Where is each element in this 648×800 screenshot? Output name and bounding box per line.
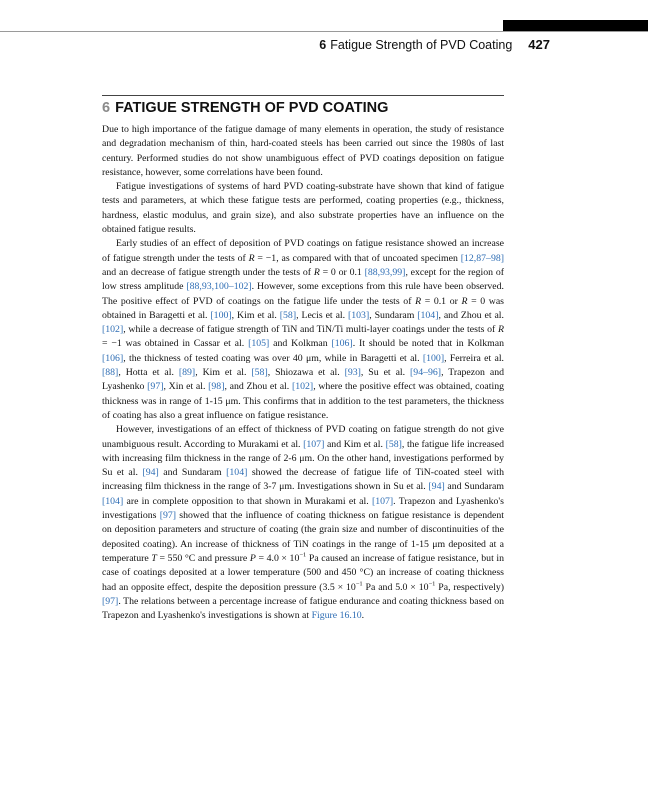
citation[interactable]: [107] bbox=[371, 495, 394, 507]
chapter-number: 6 bbox=[319, 38, 327, 52]
citation[interactable]: [104] bbox=[102, 495, 124, 507]
citation[interactable]: [58] bbox=[385, 438, 402, 450]
citation[interactable]: [107] bbox=[303, 438, 325, 450]
citation[interactable]: [106] bbox=[331, 338, 353, 350]
citation[interactable]: [58] bbox=[251, 367, 268, 379]
citation[interactable]: [105] bbox=[248, 338, 270, 350]
citation[interactable]: [97] bbox=[159, 510, 177, 522]
citation[interactable]: [89] bbox=[178, 367, 196, 379]
citation[interactable]: [102] bbox=[291, 381, 314, 393]
citation[interactable]: [58] bbox=[279, 309, 297, 321]
chapter-title: Fatigue Strength of PVD Coating bbox=[330, 38, 513, 52]
page-number: 427 bbox=[528, 37, 550, 52]
citation[interactable]: [100] bbox=[210, 309, 232, 321]
citation[interactable]: [94] bbox=[428, 481, 445, 493]
header-bar bbox=[503, 20, 648, 31]
citation[interactable]: [12,87–98] bbox=[460, 252, 504, 264]
citation[interactable]: [88] bbox=[102, 367, 119, 379]
citation[interactable]: [102] bbox=[102, 324, 124, 336]
paragraph-4: However, investigations of an effect of thickness of PVD coating on fatigue strength do not give unambiguous result. According to Murakami et al. [107] and Kim et al. [58], the fatigue life increased with increasing film thickness in the range of 2-6 μm. On the other hand, investigations performed by Su et al. [94] and Sundaram [104] showed the decrease of fatigue life of TiN-coated steel with increasing film thickness in the range of 3-7 μm. Investigations shown in Su et al. [94] and Sundaram [104] are in complete opposition to that shown in Murakami et al. [107]. Trapezon and Lyashenko's investigations [97] showed that the influence of coating thickness on fatigue resistance is dependent on deposition parameters and structure of coating (the grain size and number of discontinuities of the deposited coating). An increase of thickness of TiN coatings in the range of 1-15 μm deposited at a temperature T = 550 °C and pressure $P = 4.0 \times 10^{-1}$ Pa caused an increase of fatigue resistance, but in case of coatings deposited at a lower temperature (500 and 450 °C) an increase of coating thickness had an opposite effect, despite the deposition pressure ($3.5 \times 10^{-1}$ Pa and $5.0 \times 10^{-1}$ Pa, respectively) [97]. The relations between a percentage increase of fatigue endurance and coating thickness based on Trapezon and Lyashenko's investigations is shown at Figure 16.10. bbox=[102, 424, 505, 622]
citation[interactable]: [97] bbox=[102, 595, 119, 607]
citation[interactable]: [93] bbox=[344, 367, 361, 379]
section-number: 6 bbox=[102, 100, 111, 116]
section-rule bbox=[102, 95, 504, 96]
citation[interactable]: [100] bbox=[422, 352, 445, 364]
section-heading bbox=[102, 100, 504, 116]
citation[interactable]: [104] bbox=[417, 309, 439, 321]
body-text bbox=[102, 123, 504, 623]
figure-link[interactable]: Figure 16.10 bbox=[311, 610, 362, 622]
citation[interactable]: [88,93,99] bbox=[364, 266, 406, 278]
header-rule bbox=[0, 31, 648, 32]
citation[interactable]: [106] bbox=[102, 352, 124, 364]
paragraph-1: Due to high importance of the fatigue damage of many elements in operation, the study of resistance and degradation mechanism of thin, hard-coated steels has been carried out since the 1980s of last century. Performed studies do not show unambiguous effect of PVD coatings deposition on fatigue resistance, however, some correlations have been found. bbox=[102, 124, 504, 178]
citation[interactable]: [97] bbox=[147, 381, 164, 393]
citation[interactable]: [104] bbox=[226, 467, 248, 479]
citation[interactable]: [88,93,100–102] bbox=[186, 281, 252, 293]
running-head bbox=[240, 37, 550, 55]
paragraph-3: Early studies of an effect of deposition of PVD coatings on fatigue resistance showed an increase of fatigue strength under the tests of R = −1, as compared with that of uncoated specimen [12,87–98] and an decrease of fatigue strength under the tests of R = 0 or 0.1 [88,93,99], except for the region of low stress amplitude [88,93,100–102]. However, some exceptions from this rule have been observed. The positive effect of PVD of coatings on the fatigue life under the tests of R = 0.1 or R = 0 was obtained in Baragetti et al. [100], Kim et al. [58], Lecis et al. [103], Sundaram [104], and Zhou et al. [102], while a decrease of fatigue strength of TiN and TiN/Ti multi-layer coatings under the tests of R = −1 was obtained in Cassar et al. [105] and Kolkman [106]. It should be noted that in Kolkman [106], the thickness of tested coating was over 40 μm, while in Baragetti et al. [100], Ferreira et al. [88], Hotta et al. [89], Kim et al. [58], Shiozawa et al. [93], Su et al. [94–96], Trapezon and Lyashenko [97], Xin et al. [98], and Zhou et al. [102], where the positive effect was obtained, coating thickness was in range of 1-15 μm. This confirms that in addition to the test parameters, the thickness of coating has also a great influence on fatigue resistance. bbox=[102, 238, 505, 421]
citation[interactable]: [103] bbox=[348, 309, 370, 321]
citation[interactable]: [94–96] bbox=[410, 367, 442, 379]
citation[interactable]: [98] bbox=[208, 381, 225, 393]
citation[interactable]: [94] bbox=[142, 467, 159, 479]
paragraph-2: Fatigue investigations of systems of hard PVD coating-substrate have shown that kind of fatigue tests and parameters, at which these fatigue tests are performed, coating properties (e.g., thickness, hardness, elastic modulus, and grain size), and also substrate properties have an influence on the obtained fatigue results. bbox=[102, 181, 504, 236]
section-title: FATIGUE STRENGTH OF PVD COATING bbox=[115, 100, 389, 116]
